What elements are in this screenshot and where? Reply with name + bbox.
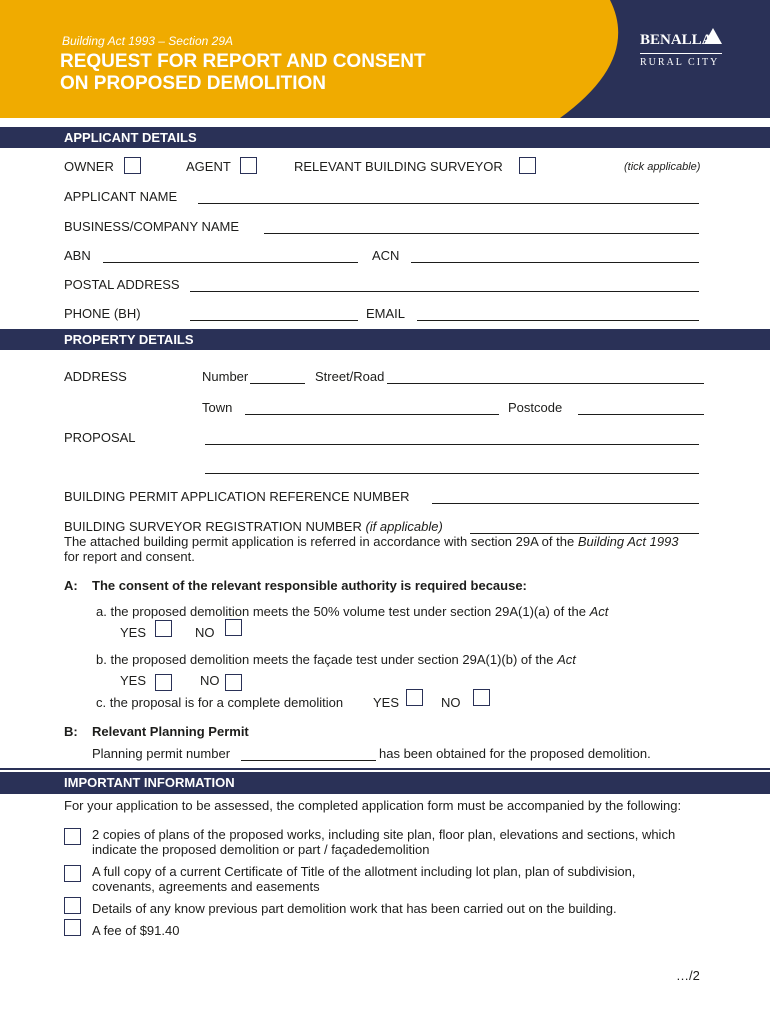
item-a-description: a. the proposed demolition meets the 50% volume test under section 29A(1)(a) of the: [96, 604, 586, 619]
referral-statement-end: for report and consent.: [64, 549, 195, 564]
section-b-letter: B:: [64, 724, 78, 739]
referral-text: The attached building permit application is referred in accordance with section 29A of the: [64, 534, 575, 549]
section-a-title: The consent of the relevant responsible authority is required because:: [92, 578, 527, 593]
referral-statement: [64, 534, 679, 549]
item-b-no-label: NO: [200, 673, 220, 688]
logo-divider: [640, 53, 722, 54]
section-a-letter: A:: [64, 578, 78, 593]
business-name-field[interactable]: [264, 233, 699, 234]
logo-rural-city: RURAL CITY: [640, 57, 720, 68]
requirement-title-line2: covenants, agreements and easements: [92, 879, 320, 894]
form-title-line-1: REQUEST FOR REPORT AND CONSENT: [60, 51, 426, 72]
applicant-name-label: APPLICANT NAME: [64, 189, 178, 204]
planning-permit-suffix: has been obtained for the proposed demolition.: [379, 746, 651, 761]
item-c-yes-checkbox[interactable]: [406, 689, 423, 706]
applicant-details-header: APPLICANT DETAILS: [0, 127, 770, 148]
business-name-label: BUSINESS/COMPANY NAME: [64, 219, 240, 234]
proposal-label: PROPOSAL: [64, 430, 136, 445]
form-title-line-2: ON PROPOSED DEMOLITION: [60, 73, 327, 94]
item-b-act: Act: [557, 652, 576, 667]
requirement-plans-line1: 2 copies of plans of the proposed works, including site plan, floor plan, elevations and sections, which: [92, 827, 676, 842]
street-label: Street/Road: [315, 369, 385, 384]
surveyor-checkbox[interactable]: [519, 157, 536, 174]
requirement-history-text: Details of any know previous part demolition work that has been carried out on the building.: [92, 901, 617, 916]
surveyor-label: RELEVANT BUILDING SURVEYOR: [294, 159, 503, 174]
property-details-header: PROPERTY DETAILS: [0, 329, 770, 350]
item-b-no-checkbox[interactable]: [225, 674, 242, 691]
requirement-plans-checkbox[interactable]: [64, 828, 81, 845]
requirement-title-checkbox[interactable]: [64, 865, 81, 882]
requirement-plans-line2: indicate the proposed demolition or part / façadedemolition: [92, 842, 430, 857]
item-a-yes-label: YES: [120, 625, 147, 640]
planning-permit-label: Planning permit number: [92, 746, 231, 761]
surveyor-registration-text: BUILDING SURVEYOR REGISTRATION NUMBER: [64, 519, 362, 534]
address-label: ADDRESS: [64, 369, 127, 384]
item-b-text: [96, 652, 576, 667]
number-label: Number: [202, 369, 249, 384]
page-continuation: …/2: [676, 968, 700, 983]
important-info-header: IMPORTANT INFORMATION: [0, 772, 770, 793]
applicant-name-field[interactable]: [198, 203, 699, 204]
acn-label: ACN: [372, 248, 400, 263]
item-c-yes-label: YES: [373, 695, 400, 710]
item-a-text: [96, 604, 608, 619]
item-a-act: Act: [589, 604, 609, 619]
act-reference: Building Act 1993 – Section 29A: [62, 34, 234, 48]
item-c-no-checkbox[interactable]: [473, 689, 490, 706]
proposal-field-2[interactable]: [205, 473, 699, 474]
important-intro: For your application to be assessed, the completed application form must be accompanied by the following:: [64, 798, 682, 813]
section-b-title: Relevant Planning Permit: [92, 724, 249, 739]
street-field[interactable]: [387, 383, 704, 384]
acn-field[interactable]: [411, 262, 699, 263]
phone-label: PHONE (BH): [64, 306, 141, 321]
permit-reference-label: BUILDING PERMIT APPLICATION REFERENCE NUMBER: [64, 489, 410, 504]
proposal-field-1[interactable]: [205, 444, 699, 445]
referral-act: Building Act 1993: [577, 534, 679, 549]
phone-field[interactable]: [190, 320, 358, 321]
email-label: EMAIL: [366, 306, 406, 321]
surveyor-registration-label: [64, 519, 443, 534]
town-label: Town: [202, 400, 233, 415]
item-a-no-label: NO: [195, 625, 215, 640]
email-field[interactable]: [417, 320, 699, 321]
town-field[interactable]: [245, 414, 499, 415]
item-a-yes-checkbox[interactable]: [155, 620, 172, 637]
agent-label: AGENT: [186, 159, 231, 174]
permit-reference-field[interactable]: [432, 503, 699, 504]
item-a-no-checkbox[interactable]: [225, 619, 242, 636]
item-b-yes-checkbox[interactable]: [155, 674, 172, 691]
postal-address-label: POSTAL ADDRESS: [64, 277, 180, 292]
header: [0, 0, 770, 118]
important-info-rule-bottom: [0, 793, 770, 794]
item-b-description: b. the proposed demolition meets the façade test under section 29A(1)(b) of the: [96, 652, 554, 667]
important-info-rule: [0, 768, 770, 770]
item-b-yes-label: YES: [120, 673, 147, 688]
requirement-history-checkbox[interactable]: [64, 897, 81, 914]
requirement-fee-checkbox[interactable]: [64, 919, 81, 936]
logo-benalla: BENALLA: [640, 32, 713, 48]
agent-checkbox[interactable]: [240, 157, 257, 174]
requirement-title-line1: A full copy of a current Certificate of Title of the allotment including lot plan, plan of subdivision,: [92, 864, 636, 879]
if-applicable-note: (if applicable): [365, 519, 443, 534]
requirement-fee-text: A fee of $91.40: [92, 923, 180, 938]
item-c-text: c. the proposal is for a complete demolition: [96, 695, 344, 710]
abn-field[interactable]: [103, 262, 358, 263]
number-field[interactable]: [250, 383, 305, 384]
planning-permit-field[interactable]: [241, 760, 376, 761]
postcode-label: Postcode: [508, 400, 563, 415]
owner-label: OWNER: [64, 159, 114, 174]
postal-address-field[interactable]: [190, 291, 699, 292]
abn-label: ABN: [64, 248, 91, 263]
council-logo: [640, 26, 730, 86]
postcode-field[interactable]: [578, 414, 704, 415]
tick-applicable-note: (tick applicable): [624, 161, 701, 173]
item-c-no-label: NO: [441, 695, 461, 710]
owner-checkbox[interactable]: [124, 157, 141, 174]
